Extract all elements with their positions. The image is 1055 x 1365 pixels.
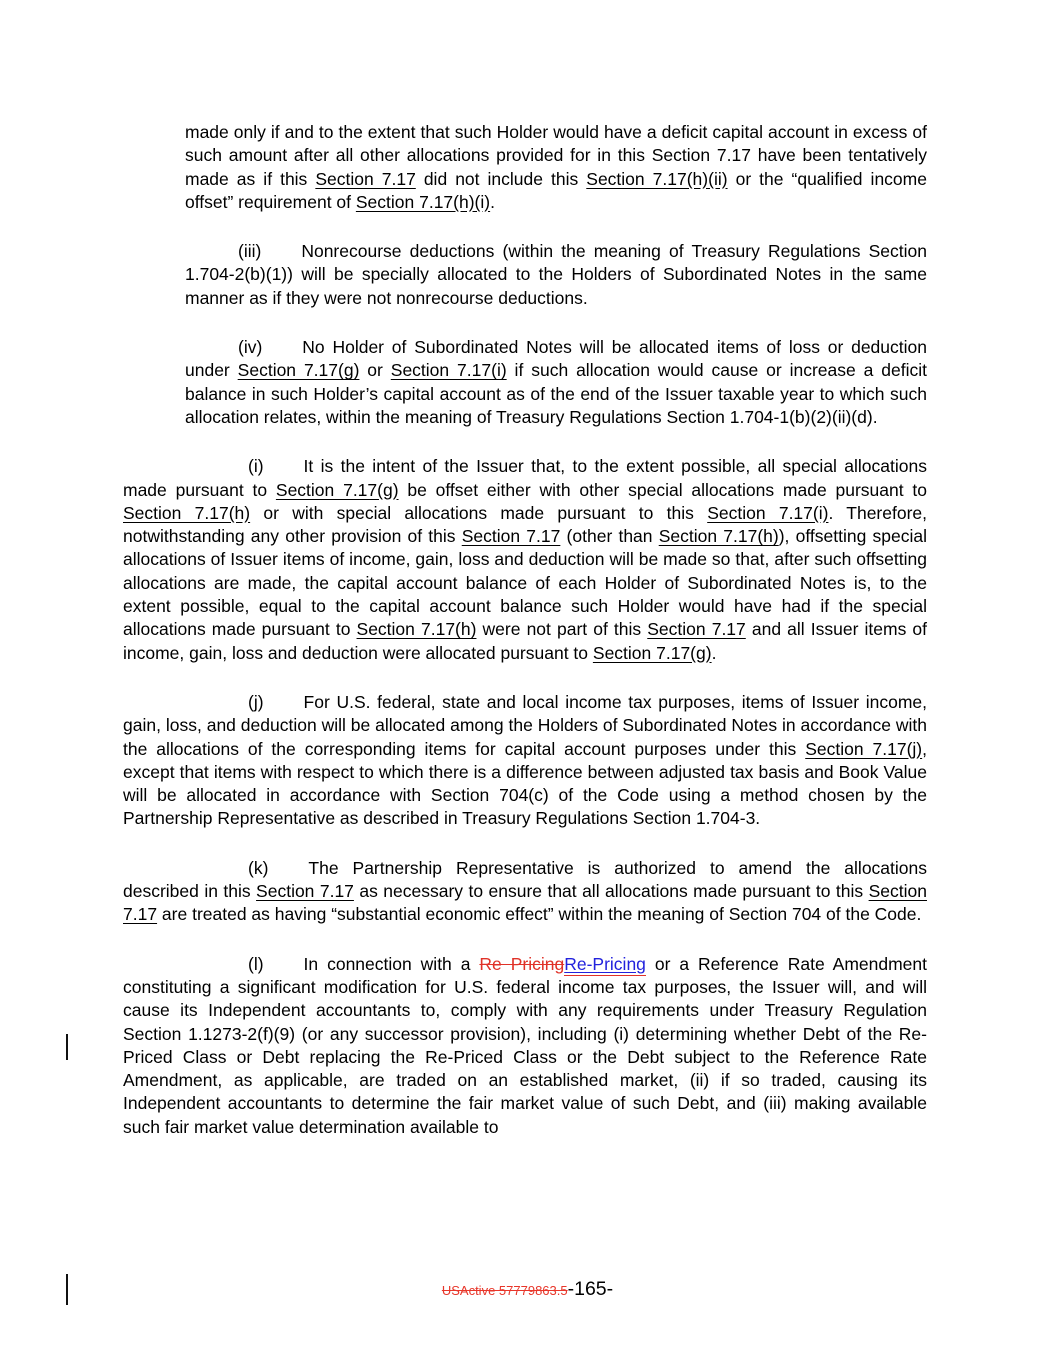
text-run: and all Issuer items of income, gain, loss and deduction were allocated pursuant to [123, 619, 928, 663]
text-run: or a Reference Rate Amendment constituting a significant modification for U.S. federal income tax purposes, the Issuer will, and will cause its Independent accountants to, comply with any requirements under Treasury Regulation Section 1.1273-2(f)(9) (or any successor provision), including (i) determining whether Debt of the Re-Priced Class or Debt replacing the Re-Priced Class or the Debt subject to the Reference Rate Amendment, as applicable, are traded on an established market, (ii) if so traded, causing its Independent accountants to determine the fair market value of such Debt, and (iii) making available such fair market value determination available to [123, 953, 928, 1137]
section-reference: Section 7.17 [256, 881, 354, 902]
paragraph-h-continuation [185, 121, 927, 214]
text-run: (l) [248, 953, 264, 974]
text-run: For U.S. federal, state and local income tax purposes, items of Issuer income, gain, loss, and deduction will be allocated among the Holders of Subordinated Notes in accordance with the allocations of the corresponding items for capital account purposes under this [123, 691, 927, 759]
text-run: or with special allocations made pursuant to this [250, 502, 708, 523]
text-run: No Holder of Subordinated Notes will be allocated items of loss or deduction under [185, 337, 927, 381]
text-run: ), offsetting special allocations of Issuer items of income, gain, loss and deduction will be made so that, after such offsetting allocations are made, the capital account balance of each Holder of Subordinated Notes is, to the extent possible, equal to the capital account balance such Holder would have had if the special allocations made pursuant to [123, 526, 927, 640]
text-run: (i) [248, 456, 264, 477]
text-run: . Therefore, notwithstanding any other provision of this [123, 502, 928, 547]
section-reference: Section 7.17(h)(i) [355, 191, 491, 212]
text-run: (iii) [238, 241, 262, 262]
document-body [123, 121, 927, 1165]
text-run: In connection with a [303, 953, 480, 974]
change-bar-paragraph-l [66, 1034, 68, 1060]
section-reference: Section 7.17(h)(ii) [586, 168, 728, 189]
section-reference: Section 7.17(g) [275, 479, 399, 500]
paragraph-iv [185, 336, 927, 429]
text-run: as necessary to ensure that all allocations made pursuant to this [353, 881, 869, 902]
section-reference: Section 7.17(h) [123, 502, 251, 523]
text-run: (k) [248, 857, 269, 878]
section-reference: Section 7.17(i) [390, 360, 507, 381]
footer-docid-redline: USActive 57779863.5 [441, 1283, 568, 1298]
section-reference: Section 7.17(h) [658, 526, 779, 547]
text-run: or [359, 360, 391, 381]
paragraph-k [123, 857, 927, 927]
text-run: (other than [560, 526, 659, 547]
text-run: were not part of this [476, 619, 648, 640]
section-reference: Section 7.17 [315, 168, 416, 189]
footer-page-number: -165- [567, 1278, 614, 1300]
section-reference: Section 7.17(g) [592, 642, 712, 663]
text-run: The Partnership Representative is authorized to amend the allocations described in this [123, 857, 927, 902]
text-run: are treated as having “substantial economic effect” within the meaning of Section 704 of the Code. [157, 904, 922, 925]
text-run: (iv) [238, 337, 263, 358]
paragraph-j [123, 691, 927, 831]
page-footer [0, 1278, 1055, 1301]
text-run: . [711, 642, 717, 663]
text-run: if such allocation would cause or increase a deficit balance in such Holder’s capital account as of the end of the Issuer taxable year to which such allocation relates, within the meaning of Treasury Regulations Section 1.704-1(b)(2)(ii)(d). [185, 360, 927, 427]
paragraph-iii [185, 240, 927, 310]
deleted-text: Re Pricing [479, 953, 565, 974]
text-run: . [490, 191, 495, 212]
section-reference: Section 7.17 [647, 619, 746, 640]
text-run: , except that items with respect to which there is a difference between adjusted tax basis and Book Value will be allocated in accordance with Section 704(c) of the Code using a method chosen by the Partnership Representative as described in Treasury Regulations Section 1.704-3. [123, 738, 928, 829]
section-reference: Section 7.17 [461, 526, 561, 547]
section-reference: Section 7.17(h) [356, 619, 477, 640]
text-run: made only if and to the extent that such Holder would have a deficit capital account in excess of such amount after all other allocations provided for in this Section 7.17 have been tentatively made as if this [185, 122, 927, 189]
text-run: It is the intent of the Issuer that, to the extent possible, all special allocations made pursuant to [123, 456, 927, 500]
section-reference: Section 7.17(g) [237, 360, 360, 381]
text-run: be offset either with other special allocations made pursuant to [398, 479, 928, 500]
text-run: Nonrecourse deductions (within the meaning of Treasury Regulations Section 1.704-2(b)(1)) will be specially allocated to the Holders of Subordinated Notes in the same manner as if they were not nonrecourse deductions. [185, 241, 927, 308]
text-run: or the “qualified income offset” requirement of [185, 168, 927, 212]
text-run: did not include this [415, 168, 587, 189]
section-reference: Section 7.17(i) [707, 502, 829, 523]
inserted-text: Re-Pricing [564, 953, 646, 974]
section-reference: Section 7.17(j) [805, 738, 923, 759]
section-reference: Section 7.17 [123, 881, 927, 925]
paragraph-l [123, 953, 927, 1139]
text-run: (j) [248, 691, 264, 712]
paragraph-i [123, 455, 927, 665]
